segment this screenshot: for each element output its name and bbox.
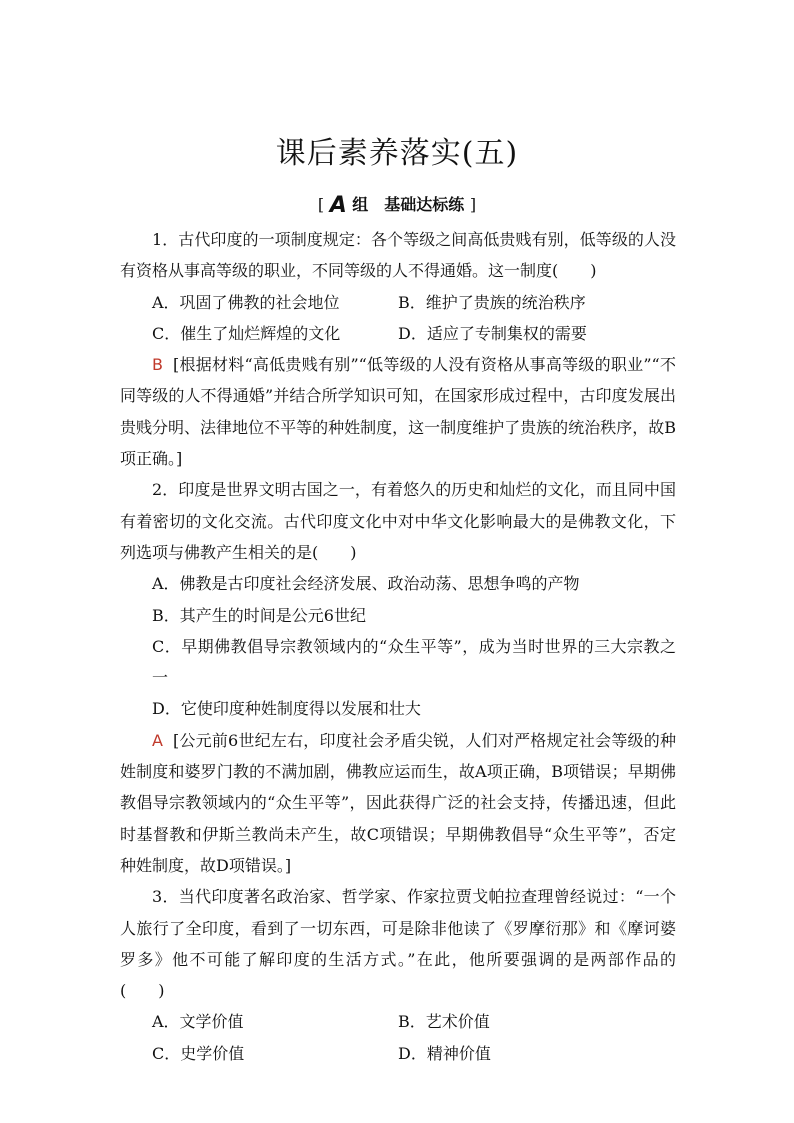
question-3-options-row-1 [120,1006,676,1037]
group-open-bracket: [ [317,195,325,214]
question-1-option-a: A．巩固了佛教的社会地位 [152,292,340,312]
question-1-option-d: D．适应了专制集权的需要 [398,323,587,343]
question-1-option-c: C．催生了灿烂辉煌的文化 [152,323,341,343]
question-list [120,224,676,1069]
question-1-stem: 1．古代印度的一项制度规定：各个等级之间高低贵贱有别，低等级的人没有资格从事高等级的职业，不同等级的人不得通婚。这一制度( ) [120,230,676,281]
page-title: 课后素养落实(五) [275,136,519,171]
group-letter: A [329,193,347,218]
question-1-explanation-block [120,349,676,474]
question-3-option-d: D．精神价值 [398,1043,491,1063]
question-2-answer: A [152,730,163,750]
question-3-option-c: C．史学价值 [152,1043,245,1063]
question-2-explanation: [公元前6世纪左右，印度社会矛盾尖锐，人们对严格规定社会等级的种姓制度和婆罗门教的不满加剧，佛教应运而生，故A项正确，B项错误；早期佛教倡导宗教领域内的“众生平等”，因此获得广泛的社会支持，传播迅速，但此时基督教和伊斯兰教尚未产生，故C项错误；早期佛教倡导“众生平等”，否定种姓制度，故D项错误。] [120,730,676,875]
group-heading [0,192,794,218]
group-name: 组 基础达标练 [352,195,465,214]
question-2-explanation-block [120,725,676,881]
question-2-option-a: A．佛教是古印度社会经济发展、政治动荡、思想争鸣的产物 [152,574,580,594]
question-1-explanation: [根据材料“高低贵贱有别”“低等级的人没有资格从事高等级的职业”“不同等级的人不得通婚”并结合所学知识可知，在国家形成过程中，古印度发展出贵贱分明、法律地位不平等的种姓制度，这一制度维护了贵族的统治秩序，故B项正确。] [120,355,676,469]
question-3-options-row-2 [120,1038,676,1069]
question-2-stem: 2．印度是世界文明古国之一，有着悠久的历史和灿烂的文化，而且同中国有着密切的文化交流。古代印度文化中对中华文化影响最大的是佛教文化，下列选项与佛教产生相关的是( ) [120,480,676,562]
group-close-bracket: ] [469,195,477,214]
question-1-option-b: B．维护了贵族的统治秩序 [398,292,586,312]
question-1-options-row-2 [120,318,676,349]
question-3-stem: 3．当代印度著名政治家、哲学家、作家拉贾戈帕拉查理曾经说过：“一个人旅行了全印度，看到了一切东西，可是除非他读了《罗摩衍那》和《摩诃婆罗多》他不可能了解印度的生活方式。”在此，他所要强调的是两部作品的( ) [120,887,676,1001]
question-1-options-row-1 [120,287,676,318]
question-3-option-b: B．艺术价值 [398,1012,490,1032]
question-2-option-c: C．早期佛教倡导宗教领域内的“众生平等”，成为当时世界的三大宗教之一 [152,636,676,688]
question-2-option-b: B．其产生的时间是公元6世纪 [152,605,366,625]
question-2-option-d: D．它使印度种姓制度得以发展和壮大 [152,699,421,719]
question-3-option-a: A．文学价值 [152,1012,244,1032]
question-1-answer: B [152,355,163,375]
